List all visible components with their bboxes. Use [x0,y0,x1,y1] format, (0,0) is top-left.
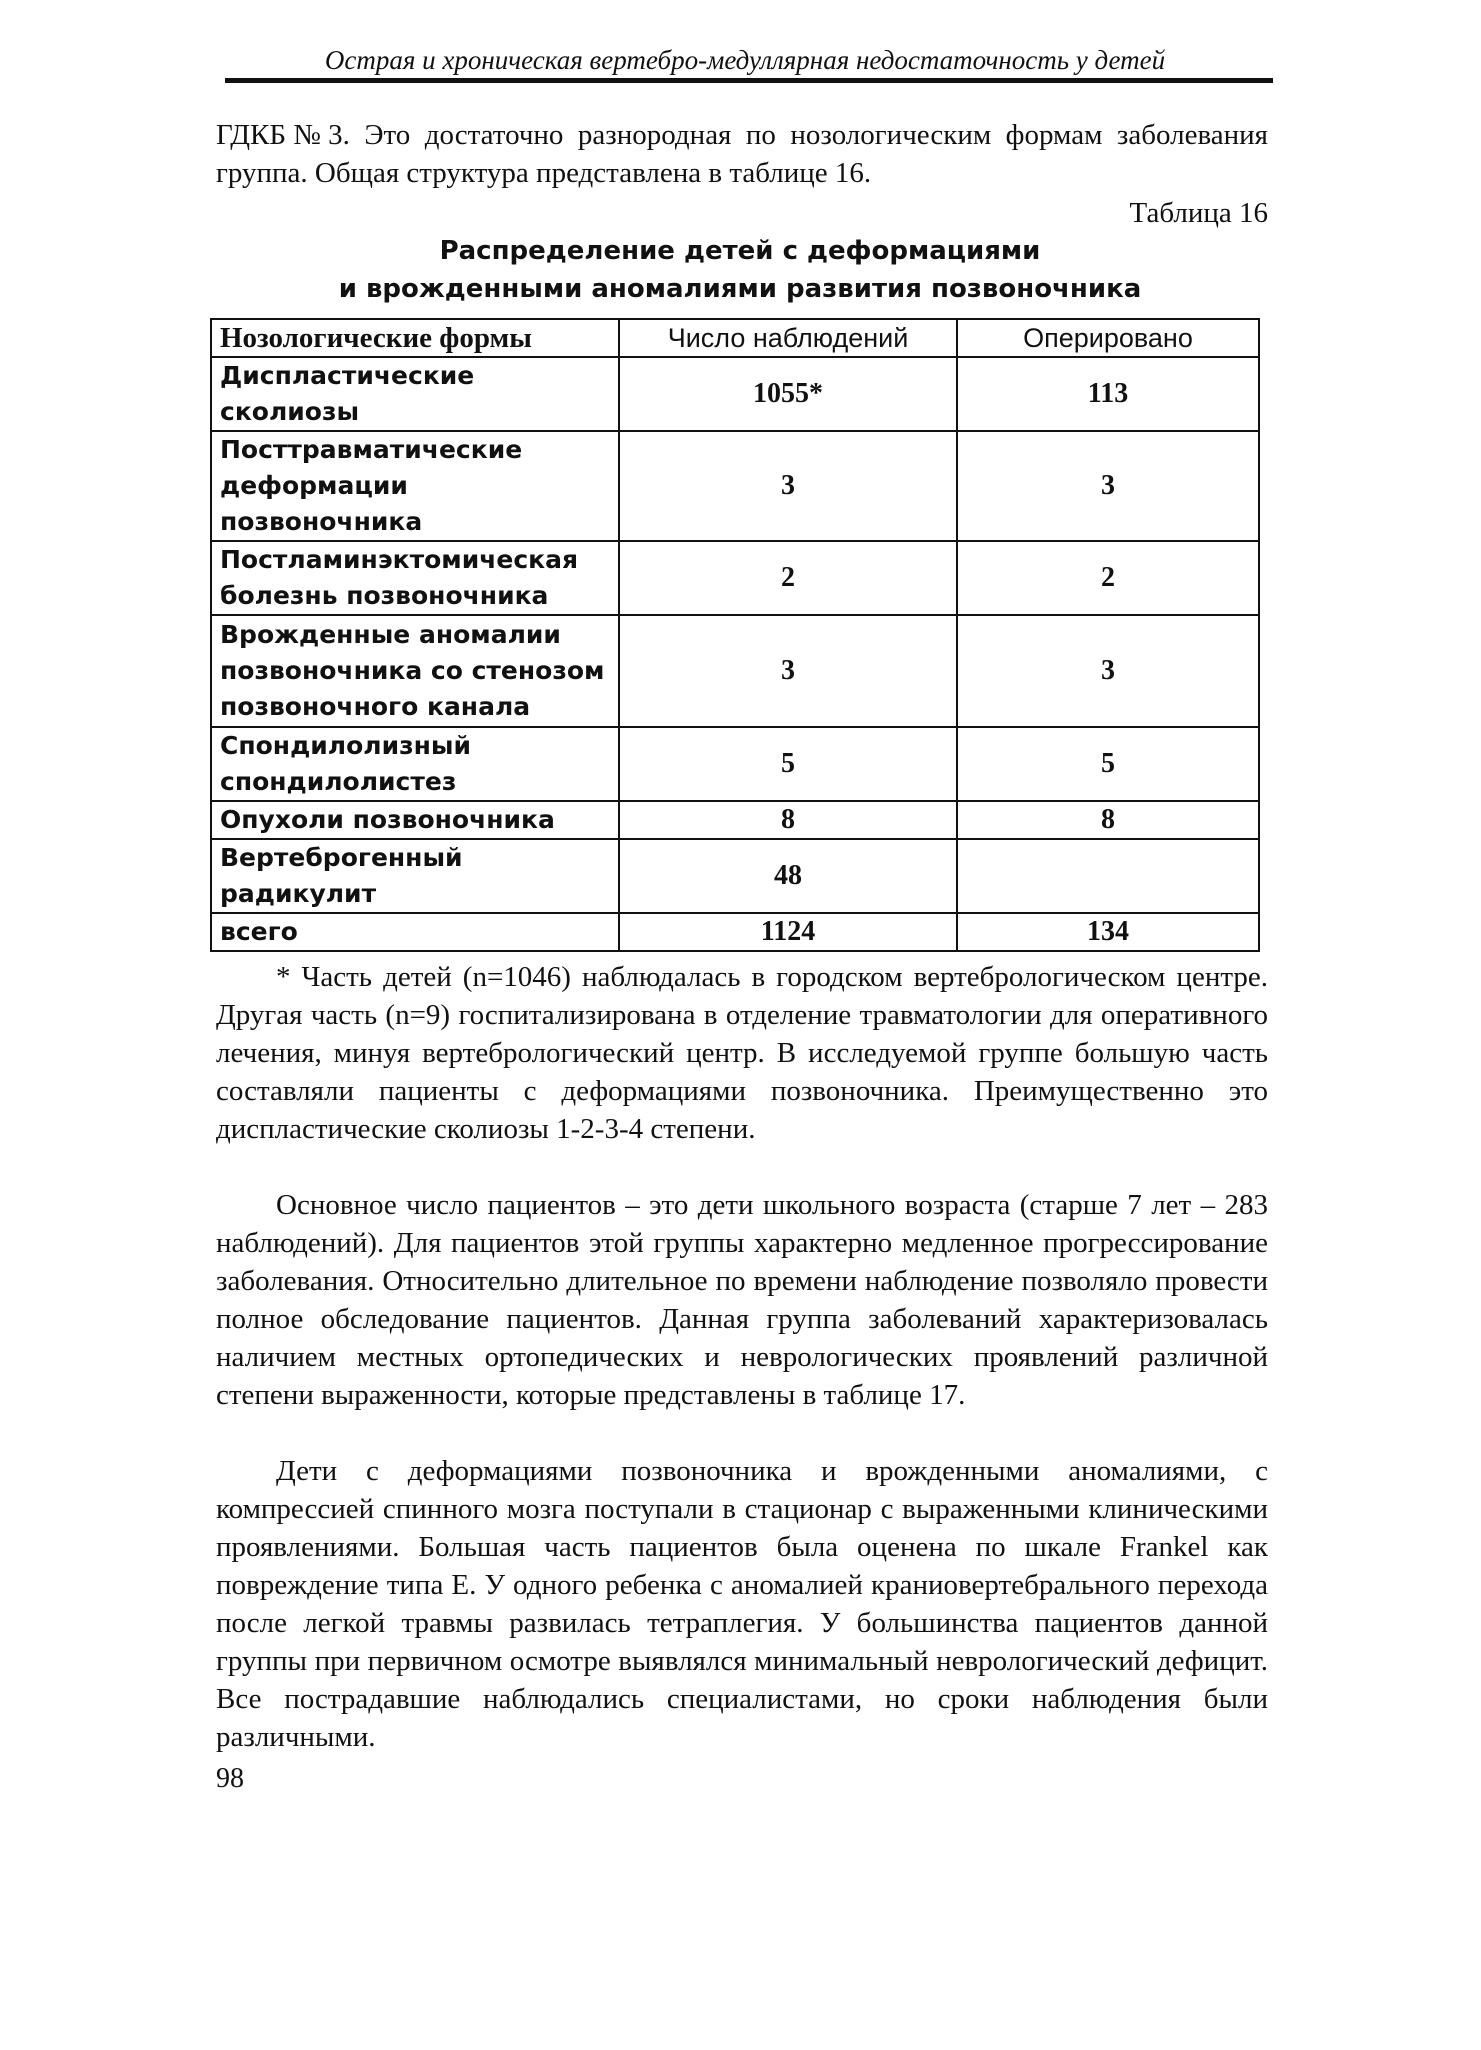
header-rule [225,78,1273,83]
row-operated: 5 [957,727,1259,801]
header-forms: Нозологические формы [211,319,619,357]
total-label: всего [211,913,619,951]
row-form: Постламинэктомическая болезнь позвоночника [211,541,619,615]
row-operated: 2 [957,541,1259,615]
table-total-row [211,913,1259,951]
row-form: Посттравматические деформации позвоночника [211,431,619,541]
footnote-text: * Часть детей (n=1046) наблюдалась в городском вертебрологическом центре. Другая часть (n=9) госпитализирована в отделение травматологии для оперативного лечения, минуя вертебрологический центр. В исследуемой группе большую часть составляли пациенты с деформациями позвоночника. Преимущественно это диспластические сколиозы 1-2-3-4 степени. [216,961,1268,1145]
table-title-line-2: и врожденными аномалиями развития позвоночника [338,274,1142,304]
header-observations: Число наблюдений [619,319,957,357]
row-observations: 1055* [619,357,957,431]
intro-paragraph [216,116,1268,192]
row-form: Опухоли позвоночника [211,801,619,839]
page-number: 98 [216,1763,244,1794]
table-label: Таблица 16 [1129,197,1268,229]
total-operated: 134 [957,913,1259,951]
row-observations: 3 [619,615,957,727]
school-age-paragraph [216,1186,1268,1414]
compression-text: Дети с деформациями позвоночника и врожденными аномалиями, с компрессией спинного мозга поступали в стационар с выраженными клиническими проявлениями. Большая часть пациентов была оценена по шкале Frankel как повреждение типа E. У одного ребенка с аномалией краниовертебрального перехода после легкой травмы развилась тетраплегия. У большинства пациентов данной группы при первичном осмотре выявлялся минимальный неврологический дефицит. Все пострадавшие наблюдались специалистами, но сроки наблюдения были различными. [216,1455,1268,1753]
table-row [211,839,1259,913]
table-title-line-1: Распределение детей с деформациями [439,236,1041,266]
row-operated: 113 [957,357,1259,431]
intro-paragraph-text: ГДКБ№3. Это достаточно разнородная по нозологическим формам заболевания группа. Общая структура представлена в таблице 16. [216,119,1268,189]
row-observations: 48 [619,839,957,913]
table-title [210,232,1270,308]
table-row [211,357,1259,431]
row-observations: 2 [619,541,957,615]
header-operated: Оперировано [957,319,1259,357]
total-observations: 1124 [619,913,957,951]
running-header: Острая и хроническая вертебро-медуллярная недостаточность у детей [324,45,1166,75]
row-operated [957,839,1259,913]
row-observations: 8 [619,801,957,839]
distribution-table [210,318,1260,952]
compression-paragraph [216,1452,1268,1756]
table-header-row [211,319,1259,357]
row-form: Спондилолизный спондилолистез [211,727,619,801]
row-observations: 3 [619,431,957,541]
table-row [211,801,1259,839]
school-age-text: Основное число пациентов – это дети школьного возраста (старше 7 лет – 283 наблюдений). Для пациентов этой группы характерно медленное прогрессирование заболевания. Относительно длительное по времени наблюдение позволяло провести полное обследование пациентов. Данная группа заболеваний характеризовалась наличием местных ортопедических и неврологических проявлений различной степени выраженности, которые представлены в таблице 17. [216,1189,1268,1411]
table-row [211,431,1259,541]
table-row [211,541,1259,615]
footnote-paragraph [216,958,1268,1148]
row-form: Вертеброгенный радикулит [211,839,619,913]
row-operated: 3 [957,615,1259,727]
row-operated: 8 [957,801,1259,839]
row-observations: 5 [619,727,957,801]
table-row [211,727,1259,801]
row-form: Врожденные аномалии позвоночника со стенозом позвоночного канала [211,615,619,727]
row-form: Диспластические сколиозы [211,357,619,431]
row-operated: 3 [957,431,1259,541]
table-row [211,615,1259,727]
